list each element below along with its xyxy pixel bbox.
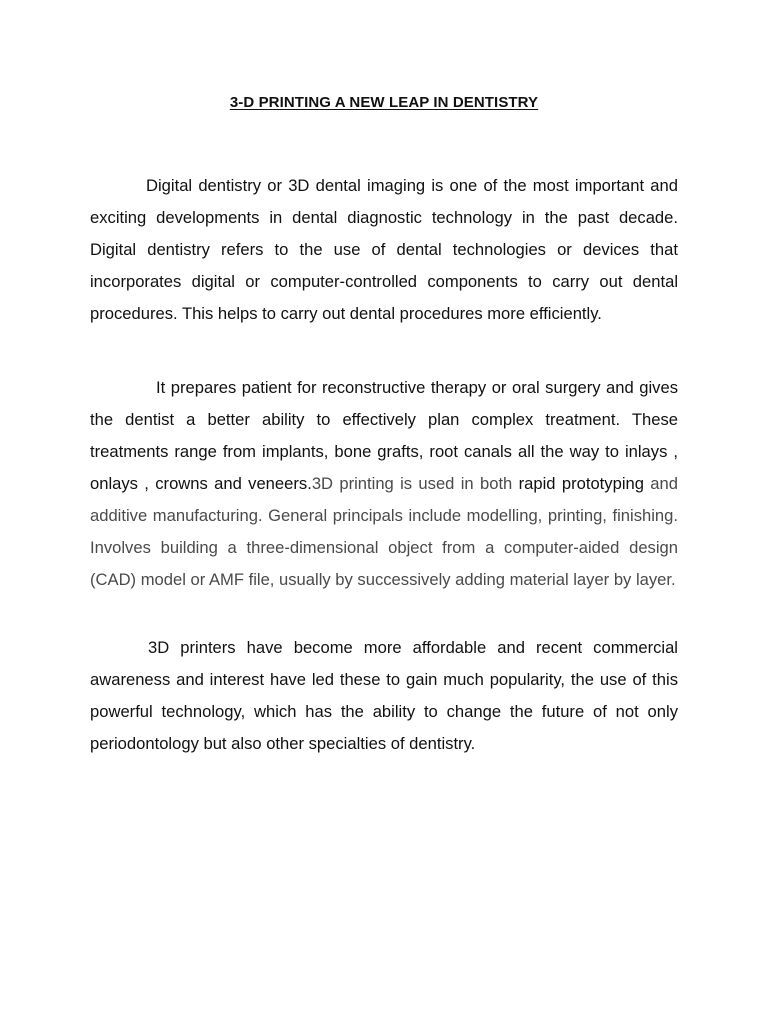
paragraph-2-part-b: 3D printing is used in both (311, 474, 519, 493)
paragraph-3: 3D printers have become more affordable and recent commercial awareness and interest have led these to gain much popularity, the use of this powerful technology, which has the ability to change the future of not only periodontology but also other specialties of dentistry. (90, 638, 678, 753)
paragraph-2 (90, 372, 678, 596)
paragraph-2-part-c: rapid prototyping (518, 474, 644, 493)
paragraph-2-part-a: It prepares patient for reconstructive therapy or oral surgery and gives the dentist a better ability to effectively plan complex treatment. These treatments range from implants, bone grafts, root canals all the way to inlays , onlays , crowns and veneers. (90, 378, 678, 493)
document-title: 3-D PRINTING A NEW LEAP IN DENTISTRY (229, 94, 539, 111)
paragraph-2-part-d: and additive manufacturing. General principals include modelling, printing, finishing. Involves building a three-dimensional object from a computer-aided design (CAD) model or AMF file, usually by successively adding material layer by layer. (90, 474, 678, 589)
paragraph-1: Digital dentistry or 3D dental imaging is one of the most important and exciting developments in dental diagnostic technology in the past decade. Digital dentistry refers to the use of dental technologies or devices that incorporates digital or computer-controlled components to carry out dental procedures. This helps to carry out dental procedures more efficiently. (90, 176, 678, 323)
